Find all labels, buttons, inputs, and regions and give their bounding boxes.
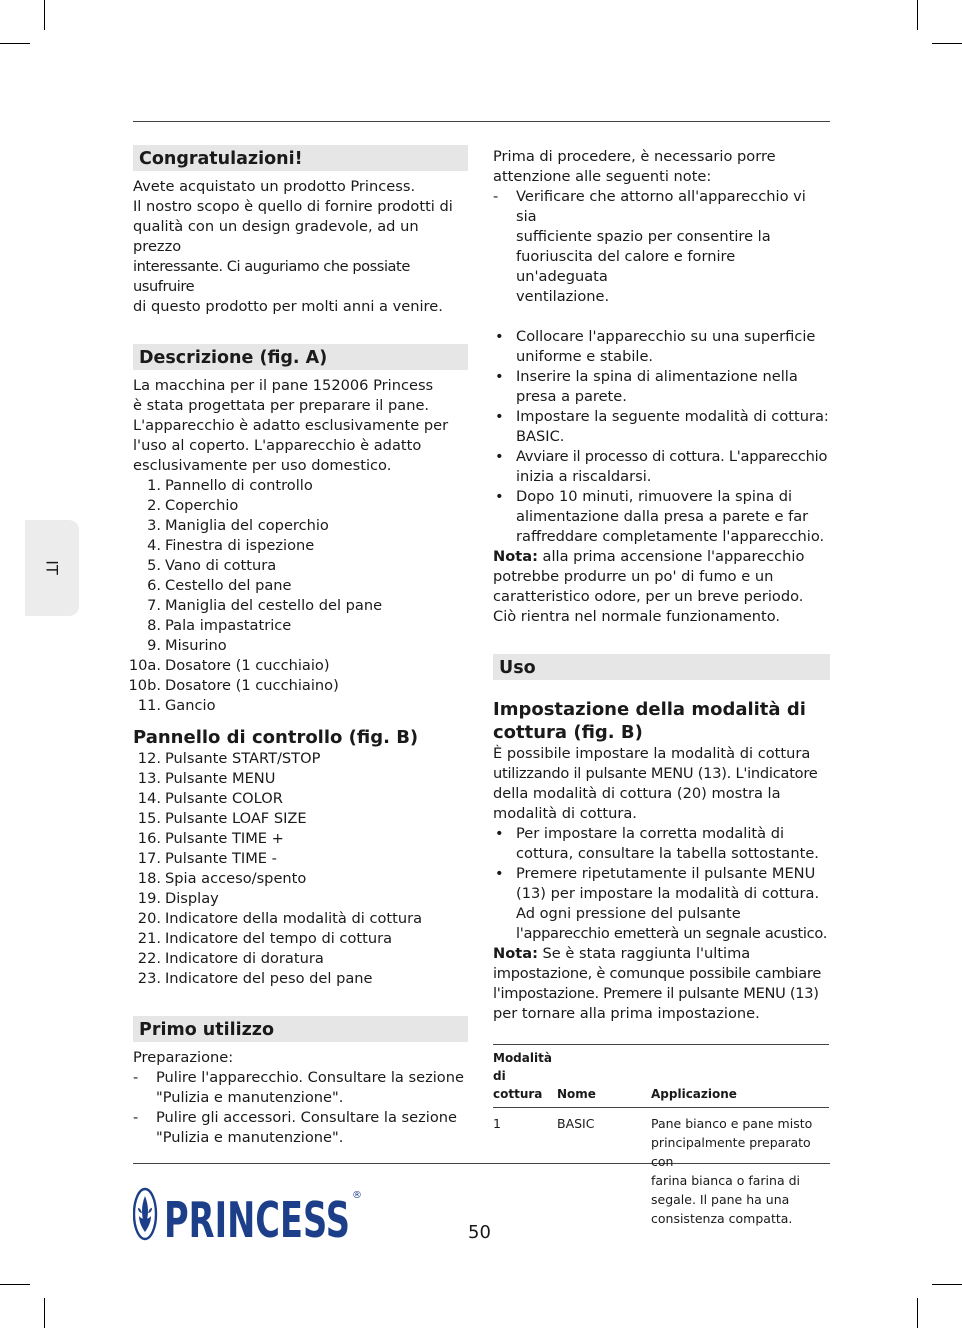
precaution-list xyxy=(493,187,830,307)
list-item xyxy=(133,596,468,616)
item-label: Dosatore (1 cucchiaino) xyxy=(165,677,339,694)
list-item xyxy=(133,496,468,516)
description-text xyxy=(133,376,468,476)
note-label: Nota: xyxy=(493,945,538,962)
parts-list xyxy=(128,476,468,716)
text-line: Inserire la spina di alimentazione nella xyxy=(516,368,798,385)
dash-marker: - xyxy=(133,1109,139,1126)
text-line: Modalità xyxy=(493,1051,552,1065)
item-number: 8. xyxy=(147,617,161,634)
text-line: inizia a riscaldarsi. xyxy=(516,468,652,485)
text-line: Prima di procedere, è necessario porre xyxy=(493,148,776,165)
item-number: 6. xyxy=(147,577,161,594)
text-line: utilizzando il pulsante MENU (13). L'indicatore xyxy=(493,765,818,782)
table-row xyxy=(493,1108,829,1229)
text-line: della modalità di cottura (20) mostra la xyxy=(493,785,781,802)
text-line: di questo prodotto per molti anni a venire. xyxy=(133,298,443,315)
text-line: principalmente preparato con xyxy=(651,1135,811,1169)
language-tab-label: IT xyxy=(42,560,62,575)
list-item xyxy=(133,516,468,536)
crop-mark xyxy=(44,0,45,30)
list-item xyxy=(133,889,468,909)
list-item xyxy=(133,696,468,716)
list-item xyxy=(493,187,830,307)
item-number: 19. xyxy=(137,890,161,907)
item-label: Pulsante MENU xyxy=(165,770,276,787)
item-label: Pulsante TIME - xyxy=(165,850,277,867)
first-use-intro: Preparazione: xyxy=(133,1049,234,1066)
text-line: Ad ogni pressione del pulsante xyxy=(516,905,741,922)
list-item xyxy=(133,809,468,829)
item-label: Pannello di controllo xyxy=(165,477,313,494)
text-line: Impostazione della modalità di xyxy=(493,699,806,720)
text-line: di cottura xyxy=(493,1069,543,1101)
section-title-primo-utilizzo: Primo utilizzo xyxy=(133,1016,468,1042)
text-line: Dopo 10 minuti, rimuovere la spina di xyxy=(516,488,793,505)
list-item xyxy=(133,829,468,849)
text-line: fuoriuscita del calore e fornire un'adeguata xyxy=(516,248,736,285)
list-item xyxy=(133,1068,468,1108)
item-label: Pulsante COLOR xyxy=(165,790,283,807)
item-number: 12. xyxy=(137,750,161,767)
item-number: 13. xyxy=(137,770,161,787)
text-line: esclusivamente per uso domestico. xyxy=(133,457,392,474)
crop-mark xyxy=(917,0,918,30)
text-line: cottura (fig. B) xyxy=(493,722,643,743)
crop-mark xyxy=(0,43,30,44)
controls-list xyxy=(133,749,468,989)
section-title-uso: Uso xyxy=(493,654,830,680)
item-label: Spia acceso/spento xyxy=(165,870,307,887)
section-title-congratulazioni: Congratulazioni! xyxy=(133,145,468,171)
item-number: 7. xyxy=(147,597,161,614)
text-line: potrebbe produrre un po' di fumo e un xyxy=(493,568,774,585)
section-title-descrizione: Descrizione (fig. A) xyxy=(133,344,468,370)
item-label: Finestra di ispezione xyxy=(165,537,315,554)
list-item xyxy=(133,616,468,636)
princess-logo xyxy=(133,1186,361,1242)
item-number: 20. xyxy=(137,910,161,927)
text-line: l'uso al coperto. L'apparecchio è adatto xyxy=(133,437,422,454)
text-line: BASIC. xyxy=(516,428,565,445)
page-number: 50 xyxy=(468,1222,491,1243)
text-line: consistenza compatta. xyxy=(651,1211,793,1226)
text-line: l'apparecchio emetterà un segnale acustico. xyxy=(516,925,828,942)
list-item xyxy=(133,969,468,989)
list-item xyxy=(133,849,468,869)
dash-marker: - xyxy=(133,1069,139,1086)
list-item xyxy=(133,1108,468,1148)
cell-application xyxy=(651,1108,829,1229)
item-label: Indicatore di doratura xyxy=(165,950,324,967)
text-line: per tornare alla prima impostazione. xyxy=(493,1005,760,1022)
item-number: 10b. xyxy=(128,677,161,694)
list-item xyxy=(133,636,468,656)
list-item xyxy=(493,407,830,447)
bullet-marker: • xyxy=(495,328,504,345)
right-column xyxy=(493,147,830,1228)
item-label: Coperchio xyxy=(165,497,239,514)
item-label: Indicatore del peso del pane xyxy=(165,970,373,987)
text-line: Avete acquistato un prodotto Princess. xyxy=(133,178,416,195)
item-number: 3. xyxy=(147,517,161,534)
header-application: Applicazione xyxy=(651,1045,829,1108)
princess-logo-mark xyxy=(133,1186,361,1242)
item-label: Maniglia del cestello del pane xyxy=(165,597,383,614)
text-line: alla prima accensione l'apparecchio xyxy=(537,548,805,565)
text-line: presa a parete. xyxy=(516,388,627,405)
list-item xyxy=(493,487,830,547)
item-number: 17. xyxy=(137,850,161,867)
crop-mark xyxy=(932,1284,962,1285)
text-line: Collocare l'apparecchio su una superficie xyxy=(516,328,816,345)
item-number: 11. xyxy=(137,697,161,714)
language-tab xyxy=(25,520,79,616)
crop-mark xyxy=(932,43,962,44)
list-item xyxy=(493,327,830,367)
cell-name: BASIC xyxy=(557,1116,595,1131)
text-line: Verificare che attorno all'apparecchio vi sia xyxy=(516,188,806,225)
text-line: Premere ripetutamente il pulsante MENU xyxy=(516,865,816,882)
bullet-marker: • xyxy=(495,408,504,425)
bullet-marker: • xyxy=(495,865,504,882)
text-line: Impostare la seguente modalità di cottura: xyxy=(516,408,829,425)
item-number: 15. xyxy=(137,810,161,827)
text-line: cottura, consultare la tabella sottostante. xyxy=(516,845,819,862)
brand-name: PRINCESS xyxy=(164,1192,350,1242)
table-header-row xyxy=(493,1045,829,1108)
item-label: Misurino xyxy=(165,637,227,654)
list-item xyxy=(128,676,468,696)
list-item xyxy=(133,749,468,769)
text-line: "Pulizia e manutenzione". xyxy=(156,1129,344,1146)
item-number: 22. xyxy=(137,950,161,967)
item-label: Indicatore del tempo di cottura xyxy=(165,930,393,947)
registered-mark: ® xyxy=(352,1190,361,1201)
list-item xyxy=(133,556,468,576)
text-line: Ciò rientra nel normale funzionamento. xyxy=(493,608,781,625)
dash-marker: - xyxy=(493,188,499,205)
left-column xyxy=(128,145,468,1148)
text-line: Il nostro scopo è quello di fornire prodotti di xyxy=(133,198,453,215)
text-line: attenzione alle seguenti note: xyxy=(493,168,712,185)
top-rule xyxy=(133,121,830,122)
list-item xyxy=(128,656,468,676)
item-number: 14. xyxy=(137,790,161,807)
list-item xyxy=(133,929,468,949)
item-number: 1. xyxy=(147,477,161,494)
bullet-marker: • xyxy=(495,488,504,505)
item-number: 5. xyxy=(147,557,161,574)
text-line: l'impostazione. Premere il pulsante MENU (13) xyxy=(493,985,819,1002)
item-label: Dosatore (1 cucchiaio) xyxy=(165,657,330,674)
list-item xyxy=(493,864,830,944)
list-item xyxy=(493,447,830,487)
note-menu xyxy=(493,944,830,1024)
list-item xyxy=(133,769,468,789)
text-line: impostazione, è comunque possibile cambiare xyxy=(493,965,822,982)
subtitle-pannello: Pannello di controllo (fig. B) xyxy=(133,727,419,748)
list-item xyxy=(133,576,468,596)
note-first-use xyxy=(493,547,830,627)
item-number: 23. xyxy=(137,970,161,987)
item-label: Vano di cottura xyxy=(165,557,277,574)
text-line: interessante. Ci auguriamo che possiate usufruire xyxy=(133,258,410,295)
text-line: Avviare il processo di cottura. L'apparecchio xyxy=(516,448,828,465)
text-line: Pulire l'apparecchio. Consultare la sezione xyxy=(156,1069,464,1086)
note-label: Nota: xyxy=(493,548,538,565)
text-line: (13) per impostare la modalità di cottura. xyxy=(516,885,820,902)
item-label: Pulsante START/STOP xyxy=(165,750,321,767)
item-label: Pulsante TIME + xyxy=(165,830,284,847)
text-line: segale. Il pane ha una xyxy=(651,1192,790,1207)
text-line: Pulire gli accessori. Consultare la sezione xyxy=(156,1109,457,1126)
list-item xyxy=(133,476,468,496)
cell-mode: 1 xyxy=(493,1116,501,1131)
text-line: La macchina per il pane 152006 Princess xyxy=(133,377,434,394)
item-number: 16. xyxy=(137,830,161,847)
text-line: Pane bianco e pane misto xyxy=(651,1116,813,1131)
text-line: uniforme e stabile. xyxy=(516,348,654,365)
item-number: 10a. xyxy=(128,657,161,674)
steps-list xyxy=(493,327,830,547)
text-line: "Pulizia e manutenzione". xyxy=(156,1089,344,1106)
list-item xyxy=(133,536,468,556)
bullet-marker: • xyxy=(495,448,504,465)
first-use-list xyxy=(133,1068,468,1148)
item-number: 9. xyxy=(147,637,161,654)
item-label: Pala impastatrice xyxy=(165,617,292,634)
item-number: 21. xyxy=(137,930,161,947)
text-line: raffreddare completamente l'apparecchio. xyxy=(516,528,825,545)
text-line: farina bianca o farina di xyxy=(651,1173,800,1188)
subtitle-impostazione xyxy=(493,698,830,744)
congrats-text xyxy=(133,177,468,317)
item-label: Maniglia del coperchio xyxy=(165,517,329,534)
crop-mark xyxy=(917,1298,918,1328)
item-number: 4. xyxy=(147,537,161,554)
text-line: alimentazione dalla presa a parete e far xyxy=(516,508,809,525)
item-label: Display xyxy=(165,890,219,907)
list-item xyxy=(493,824,830,864)
list-item xyxy=(493,367,830,407)
text-line: modalità di cottura. xyxy=(493,805,637,822)
crop-mark xyxy=(44,1298,45,1328)
intro-text xyxy=(493,147,830,187)
header-name: Nome xyxy=(557,1045,651,1108)
list-item xyxy=(133,909,468,929)
text-line: Se è stata raggiunta l'ultima xyxy=(537,945,751,962)
header-mode xyxy=(493,1045,557,1108)
item-label: Gancio xyxy=(165,697,216,714)
item-label: Indicatore della modalità di cottura xyxy=(165,910,423,927)
text-line: È possibile impostare la modalità di cottura xyxy=(493,745,811,762)
list-item xyxy=(133,949,468,969)
uso-list xyxy=(493,824,830,944)
text-line: L'apparecchio è adatto esclusivamente per xyxy=(133,417,449,434)
uso-text xyxy=(493,744,830,824)
text-line: è stata progettata per preparare il pane. xyxy=(133,397,430,414)
list-item xyxy=(133,789,468,809)
item-label: Cestello del pane xyxy=(165,577,292,594)
item-label: Pulsante LOAF SIZE xyxy=(165,810,307,827)
crop-mark xyxy=(0,1284,30,1285)
text-line: ventilazione. xyxy=(516,288,610,305)
bullet-marker: • xyxy=(495,368,504,385)
list-item xyxy=(133,869,468,889)
text-line: caratteristico odore, per un breve periodo. xyxy=(493,588,804,605)
text-line: sufficiente spazio per consentire la xyxy=(516,228,771,245)
item-number: 18. xyxy=(137,870,161,887)
modes-table xyxy=(493,1044,829,1228)
item-number: 2. xyxy=(147,497,161,514)
bullet-marker: • xyxy=(495,825,504,842)
text-line: Per impostare la corretta modalità di xyxy=(516,825,785,842)
text-line: qualità con un design gradevole, ad un prezzo xyxy=(133,218,419,255)
